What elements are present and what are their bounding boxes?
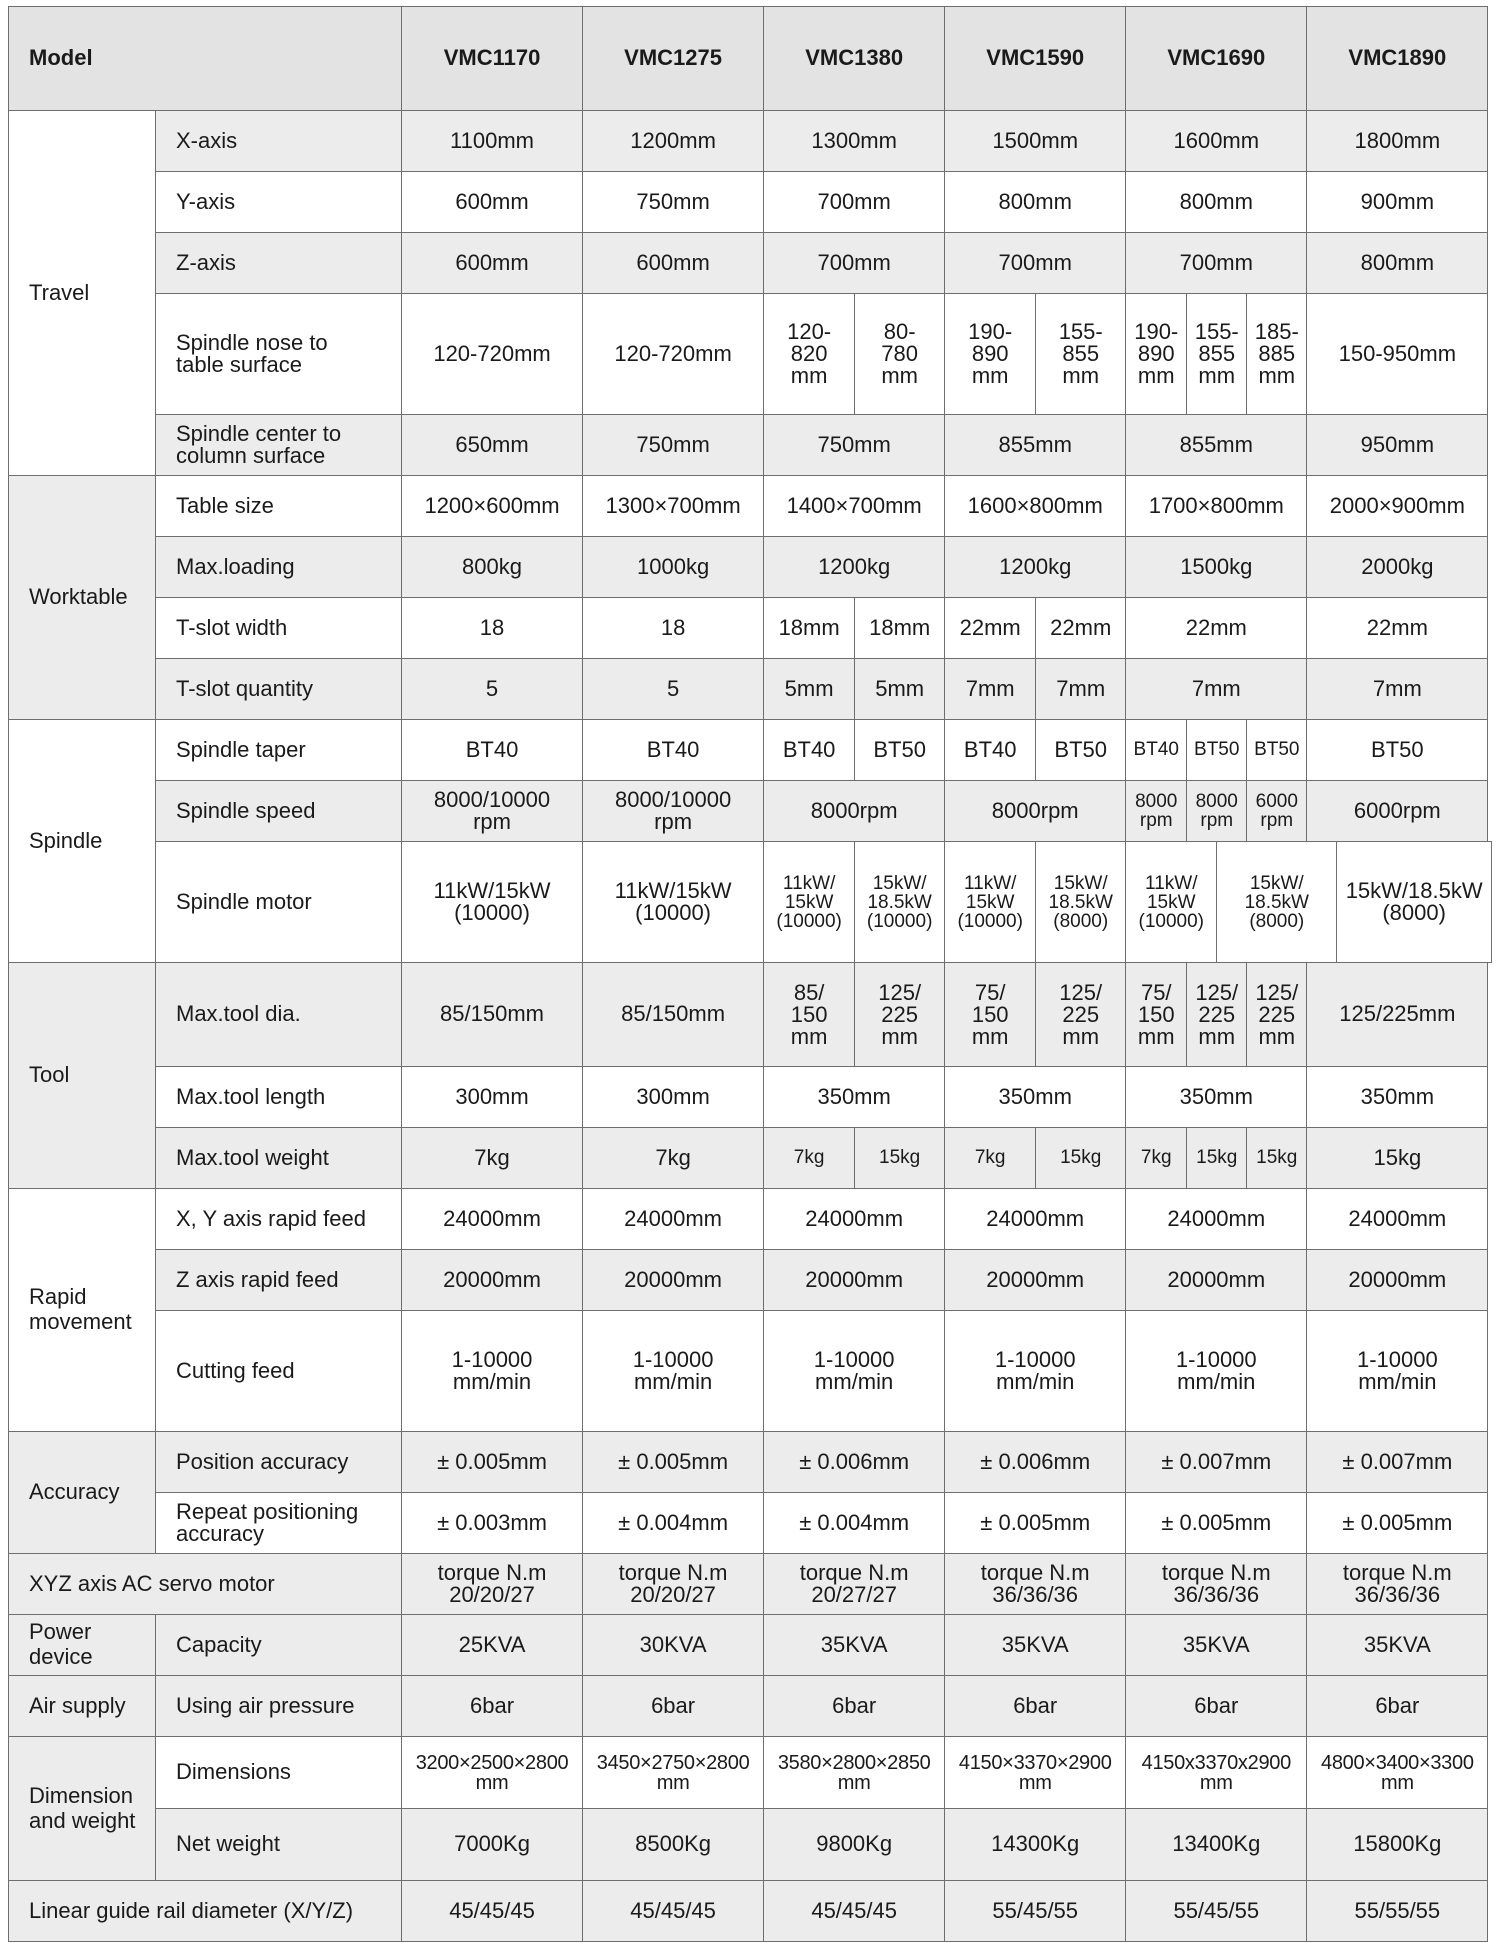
cell-vmc1275-spindle-taper: BT40 bbox=[583, 720, 764, 781]
cell-vmc1690-t-slot-width: 22mm bbox=[1126, 598, 1307, 659]
cell-vmc1890-max-tool-weight: 15kg bbox=[1307, 1128, 1488, 1189]
cell-vmc1690-position-accuracy: ± 0.007mm bbox=[1126, 1432, 1307, 1493]
cell-vmc1690-max-tool-dia-2: 125/ 225 mm bbox=[1187, 963, 1247, 1067]
row-label-spindle-center-to-column-surface: Spindle center to column surface bbox=[156, 415, 402, 476]
spec-row bbox=[9, 1067, 1492, 1128]
cell-vmc1890-spindle-taper: BT50 bbox=[1307, 720, 1488, 781]
spec-row bbox=[9, 1737, 1492, 1809]
cell-vmc1590-repeat-positioning-accuracy: ± 0.005mm bbox=[945, 1493, 1126, 1554]
row-label-x-axis: X-axis bbox=[156, 111, 402, 172]
cell-vmc1590-z-axis: 700mm bbox=[945, 233, 1126, 294]
row-label-linear-guide-rail-diameter-x-y-z: Linear guide rail diameter (X/Y/Z) bbox=[9, 1881, 402, 1942]
cell-vmc1590-spindle-nose-to-table-surface-2: 155- 855 mm bbox=[1036, 294, 1126, 415]
cell-vmc1590-t-slot-width-2: 22mm bbox=[1036, 598, 1126, 659]
cell-vmc1170-table-size: 1200×600mm bbox=[402, 476, 583, 537]
vmc-spec-table bbox=[8, 6, 1492, 1942]
group-label-power-device: Power device bbox=[9, 1615, 156, 1676]
cell-vmc1275-t-slot-quantity: 5 bbox=[583, 659, 764, 720]
spec-row bbox=[9, 842, 1492, 963]
cell-vmc1380-dimensions: 3580×2800×2850 mm bbox=[764, 1737, 945, 1809]
cell-vmc1890-table-size: 2000×900mm bbox=[1307, 476, 1488, 537]
row-label-y-axis: Y-axis bbox=[156, 172, 402, 233]
row-label-x-y-axis-rapid-feed: X, Y axis rapid feed bbox=[156, 1189, 402, 1250]
cell-vmc1380-max-tool-dia-2: 125/ 225 mm bbox=[855, 963, 945, 1067]
cell-vmc1890-xyz-axis-ac-servo-motor: torque N.m 36/36/36 bbox=[1307, 1554, 1488, 1615]
cell-vmc1690-max-tool-dia-3: 125/ 225 mm bbox=[1247, 963, 1307, 1067]
group-label-accuracy: Accuracy bbox=[9, 1432, 156, 1554]
cell-vmc1890-max-tool-length: 350mm bbox=[1307, 1067, 1488, 1128]
cell-vmc1275-spindle-speed: 8000/10000 rpm bbox=[583, 781, 764, 842]
cell-vmc1590-z-axis-rapid-feed: 20000mm bbox=[945, 1250, 1126, 1311]
spec-row bbox=[9, 598, 1492, 659]
cell-vmc1380-net-weight: 9800Kg bbox=[764, 1809, 945, 1881]
row-label-spindle-taper: Spindle taper bbox=[156, 720, 402, 781]
cell-vmc1590-spindle-taper-2: BT50 bbox=[1036, 720, 1126, 781]
cell-vmc1590-max-tool-weight-2: 15kg bbox=[1036, 1128, 1126, 1189]
cell-vmc1690-spindle-nose-to-table-surface-2: 155- 855 mm bbox=[1187, 294, 1247, 415]
cell-vmc1590-spindle-speed: 8000rpm bbox=[945, 781, 1126, 842]
cell-vmc1690-z-axis: 700mm bbox=[1126, 233, 1307, 294]
cell-vmc1170-linear-guide-rail-diameter-x-y-z: 45/45/45 bbox=[402, 1881, 583, 1942]
cell-vmc1275-z-axis-rapid-feed: 20000mm bbox=[583, 1250, 764, 1311]
cell-vmc1380-z-axis-rapid-feed: 20000mm bbox=[764, 1250, 945, 1311]
cell-vmc1890-z-axis: 800mm bbox=[1307, 233, 1488, 294]
cell-vmc1170-cutting-feed: 1-10000 mm/min bbox=[402, 1311, 583, 1432]
row-label-t-slot-width: T-slot width bbox=[156, 598, 402, 659]
cell-vmc1170-max-tool-weight: 7kg bbox=[402, 1128, 583, 1189]
cell-vmc1890-z-axis-rapid-feed: 20000mm bbox=[1307, 1250, 1488, 1311]
cell-vmc1690-t-slot-quantity: 7mm bbox=[1126, 659, 1307, 720]
cell-vmc1690-z-axis-rapid-feed: 20000mm bbox=[1126, 1250, 1307, 1311]
cell-vmc1590-xyz-axis-ac-servo-motor: torque N.m 36/36/36 bbox=[945, 1554, 1126, 1615]
cell-vmc1380-linear-guide-rail-diameter-x-y-z: 45/45/45 bbox=[764, 1881, 945, 1942]
cell-vmc1690-net-weight: 13400Kg bbox=[1126, 1809, 1307, 1881]
row-label-z-axis: Z-axis bbox=[156, 233, 402, 294]
cell-vmc1590-y-axis: 800mm bbox=[945, 172, 1126, 233]
cell-vmc1690-max-loading: 1500kg bbox=[1126, 537, 1307, 598]
cell-vmc1890-position-accuracy: ± 0.007mm bbox=[1307, 1432, 1488, 1493]
spec-row bbox=[9, 720, 1492, 781]
row-label-t-slot-quantity: T-slot quantity bbox=[156, 659, 402, 720]
cell-vmc1590-t-slot-quantity-1: 7mm bbox=[945, 659, 1036, 720]
row-label-max-tool-length: Max.tool length bbox=[156, 1067, 402, 1128]
cell-vmc1275-position-accuracy: ± 0.005mm bbox=[583, 1432, 764, 1493]
cell-vmc1170-t-slot-width: 18 bbox=[402, 598, 583, 659]
model-header-vmc1380: VMC1380 bbox=[764, 7, 945, 111]
cell-vmc1275-spindle-nose-to-table-surface: 120-720mm bbox=[583, 294, 764, 415]
cell-vmc1590-spindle-motor-2: 15kW/ 18.5kW (8000) bbox=[1036, 842, 1126, 963]
cell-vmc1690-spindle-taper-2: BT50 bbox=[1187, 720, 1247, 781]
cell-vmc1170-spindle-center-to-column-surface: 650mm bbox=[402, 415, 583, 476]
cell-vmc1690-max-tool-length: 350mm bbox=[1126, 1067, 1307, 1128]
group-label-spindle: Spindle bbox=[9, 720, 156, 963]
row-label-xyz-axis-ac-servo-motor: XYZ axis AC servo motor bbox=[9, 1554, 402, 1615]
cell-vmc1590-max-tool-dia-2: 125/ 225 mm bbox=[1036, 963, 1126, 1067]
cell-vmc1890-max-tool-dia: 125/225mm bbox=[1307, 963, 1488, 1067]
cell-vmc1170-repeat-positioning-accuracy: ± 0.003mm bbox=[402, 1493, 583, 1554]
cell-vmc1275-spindle-motor: 11kW/15kW (10000) bbox=[583, 842, 764, 963]
cell-vmc1590-t-slot-quantity-2: 7mm bbox=[1036, 659, 1126, 720]
cell-vmc1690-dimensions: 4150x3370x2900 mm bbox=[1126, 1737, 1307, 1809]
cell-vmc1690-max-tool-weight-1: 7kg bbox=[1126, 1128, 1187, 1189]
cell-vmc1590-spindle-motor-1: 11kW/ 15kW (10000) bbox=[945, 842, 1036, 963]
cell-vmc1170-y-axis: 600mm bbox=[402, 172, 583, 233]
cell-vmc1890-x-y-axis-rapid-feed: 24000mm bbox=[1307, 1189, 1488, 1250]
spec-row bbox=[9, 111, 1492, 172]
row-label-table-size: Table size bbox=[156, 476, 402, 537]
cell-vmc1380-xyz-axis-ac-servo-motor: torque N.m 20/27/27 bbox=[764, 1554, 945, 1615]
cell-vmc1380-max-tool-weight-1: 7kg bbox=[764, 1128, 855, 1189]
cell-vmc1690-spindle-speed-1: 8000 rpm bbox=[1126, 781, 1187, 842]
spec-row bbox=[9, 1311, 1492, 1432]
cell-vmc1890-repeat-positioning-accuracy: ± 0.005mm bbox=[1307, 1493, 1488, 1554]
row-label-cutting-feed: Cutting feed bbox=[156, 1311, 402, 1432]
cell-vmc1275-x-axis: 1200mm bbox=[583, 111, 764, 172]
row-label-spindle-nose-to-table-surface: Spindle nose to table surface bbox=[156, 294, 402, 415]
spec-row bbox=[9, 1554, 1492, 1615]
row-label-net-weight: Net weight bbox=[156, 1809, 402, 1881]
cell-vmc1890-dimensions: 4800×3400×3300 mm bbox=[1307, 1737, 1488, 1809]
header-row bbox=[9, 7, 1492, 111]
cell-vmc1380-table-size: 1400×700mm bbox=[764, 476, 945, 537]
cell-vmc1170-capacity: 25KVA bbox=[402, 1615, 583, 1676]
cell-vmc1890-net-weight: 15800Kg bbox=[1307, 1809, 1488, 1881]
spec-row bbox=[9, 1432, 1492, 1493]
cell-vmc1275-max-tool-length: 300mm bbox=[583, 1067, 764, 1128]
cell-vmc1690-using-air-pressure: 6bar bbox=[1126, 1676, 1307, 1737]
cell-vmc1590-spindle-nose-to-table-surface-1: 190- 890 mm bbox=[945, 294, 1036, 415]
cell-vmc1380-spindle-motor-2: 15kW/ 18.5kW (10000) bbox=[855, 842, 945, 963]
cell-vmc1275-capacity: 30KVA bbox=[583, 1615, 764, 1676]
cell-vmc1890-y-axis: 900mm bbox=[1307, 172, 1488, 233]
group-label-worktable: Worktable bbox=[9, 476, 156, 720]
cell-vmc1380-max-tool-length: 350mm bbox=[764, 1067, 945, 1128]
cell-vmc1590-max-loading: 1200kg bbox=[945, 537, 1126, 598]
cell-vmc1690-spindle-motor-1: 11kW/ 15kW (10000) bbox=[1126, 842, 1217, 963]
cell-vmc1890-x-axis: 1800mm bbox=[1307, 111, 1488, 172]
cell-vmc1275-max-tool-weight: 7kg bbox=[583, 1128, 764, 1189]
cell-vmc1170-net-weight: 7000Kg bbox=[402, 1809, 583, 1881]
cell-vmc1170-spindle-motor: 11kW/15kW (10000) bbox=[402, 842, 583, 963]
cell-vmc1890-max-loading: 2000kg bbox=[1307, 537, 1488, 598]
model-header-vmc1590: VMC1590 bbox=[945, 7, 1126, 111]
cell-vmc1890-cutting-feed: 1-10000 mm/min bbox=[1307, 1311, 1488, 1432]
cell-vmc1590-spindle-center-to-column-surface: 855mm bbox=[945, 415, 1126, 476]
model-header-vmc1170: VMC1170 bbox=[402, 7, 583, 111]
cell-vmc1690-capacity: 35KVA bbox=[1126, 1615, 1307, 1676]
row-label-max-tool-weight: Max.tool weight bbox=[156, 1128, 402, 1189]
cell-vmc1890-spindle-nose-to-table-surface: 150-950mm bbox=[1307, 294, 1488, 415]
cell-vmc1170-position-accuracy: ± 0.005mm bbox=[402, 1432, 583, 1493]
cell-vmc1380-repeat-positioning-accuracy: ± 0.004mm bbox=[764, 1493, 945, 1554]
cell-vmc1275-t-slot-width: 18 bbox=[583, 598, 764, 659]
cell-vmc1380-t-slot-quantity-1: 5mm bbox=[764, 659, 855, 720]
cell-vmc1170-z-axis: 600mm bbox=[402, 233, 583, 294]
cell-vmc1890-using-air-pressure: 6bar bbox=[1307, 1676, 1488, 1737]
row-label-spindle-speed: Spindle speed bbox=[156, 781, 402, 842]
cell-vmc1380-capacity: 35KVA bbox=[764, 1615, 945, 1676]
spec-row bbox=[9, 1881, 1492, 1942]
cell-vmc1590-net-weight: 14300Kg bbox=[945, 1809, 1126, 1881]
cell-vmc1690-cutting-feed: 1-10000 mm/min bbox=[1126, 1311, 1307, 1432]
cell-vmc1170-spindle-nose-to-table-surface: 120-720mm bbox=[402, 294, 583, 415]
cell-vmc1380-max-tool-weight-2: 15kg bbox=[855, 1128, 945, 1189]
model-header-vmc1690: VMC1690 bbox=[1126, 7, 1307, 111]
cell-vmc1170-max-loading: 800kg bbox=[402, 537, 583, 598]
group-label-travel: Travel bbox=[9, 111, 156, 476]
spec-row bbox=[9, 781, 1492, 842]
cell-vmc1590-x-axis: 1500mm bbox=[945, 111, 1126, 172]
model-header: Model bbox=[9, 7, 402, 111]
cell-vmc1690-spindle-center-to-column-surface: 855mm bbox=[1126, 415, 1307, 476]
cell-vmc1590-t-slot-width-1: 22mm bbox=[945, 598, 1036, 659]
cell-vmc1690-xyz-axis-ac-servo-motor: torque N.m 36/36/36 bbox=[1126, 1554, 1307, 1615]
cell-vmc1590-capacity: 35KVA bbox=[945, 1615, 1126, 1676]
spec-row bbox=[9, 1493, 1492, 1554]
cell-vmc1170-xyz-axis-ac-servo-motor: torque N.m 20/20/27 bbox=[402, 1554, 583, 1615]
cell-vmc1690-repeat-positioning-accuracy: ± 0.005mm bbox=[1126, 1493, 1307, 1554]
cell-vmc1690-table-size: 1700×800mm bbox=[1126, 476, 1307, 537]
cell-vmc1275-table-size: 1300×700mm bbox=[583, 476, 764, 537]
cell-vmc1380-spindle-nose-to-table-surface-2: 80- 780 mm bbox=[855, 294, 945, 415]
spec-row bbox=[9, 963, 1492, 1067]
row-label-dimensions: Dimensions bbox=[156, 1737, 402, 1809]
spec-row bbox=[9, 1250, 1492, 1311]
cell-vmc1170-x-axis: 1100mm bbox=[402, 111, 583, 172]
model-header-vmc1890: VMC1890 bbox=[1307, 7, 1488, 111]
cell-vmc1170-spindle-taper: BT40 bbox=[402, 720, 583, 781]
cell-vmc1590-dimensions: 4150×3370×2900 mm bbox=[945, 1737, 1126, 1809]
cell-vmc1380-cutting-feed: 1-10000 mm/min bbox=[764, 1311, 945, 1432]
cell-vmc1380-y-axis: 700mm bbox=[764, 172, 945, 233]
row-label-using-air-pressure: Using air pressure bbox=[156, 1676, 402, 1737]
group-label-rapid-movement: Rapid movement bbox=[9, 1189, 156, 1432]
cell-vmc1275-using-air-pressure: 6bar bbox=[583, 1676, 764, 1737]
cell-vmc1380-spindle-nose-to-table-surface-1: 120- 820 mm bbox=[764, 294, 855, 415]
spec-row bbox=[9, 172, 1492, 233]
cell-vmc1170-dimensions: 3200×2500×2800 mm bbox=[402, 1737, 583, 1809]
cell-vmc1275-repeat-positioning-accuracy: ± 0.004mm bbox=[583, 1493, 764, 1554]
cell-vmc1170-x-y-axis-rapid-feed: 24000mm bbox=[402, 1189, 583, 1250]
cell-vmc1380-max-tool-dia-1: 85/ 150 mm bbox=[764, 963, 855, 1067]
row-label-spindle-motor: Spindle motor bbox=[156, 842, 402, 963]
cell-vmc1690-x-axis: 1600mm bbox=[1126, 111, 1307, 172]
spec-row bbox=[9, 294, 1492, 415]
cell-vmc1380-z-axis: 700mm bbox=[764, 233, 945, 294]
spec-row bbox=[9, 415, 1492, 476]
group-label-air-supply: Air supply bbox=[9, 1676, 156, 1737]
spec-row bbox=[9, 1676, 1492, 1737]
cell-vmc1380-x-y-axis-rapid-feed: 24000mm bbox=[764, 1189, 945, 1250]
spec-row bbox=[9, 1128, 1492, 1189]
cell-vmc1890-t-slot-width: 22mm bbox=[1307, 598, 1488, 659]
cell-vmc1380-spindle-motor-1: 11kW/ 15kW (10000) bbox=[764, 842, 855, 963]
cell-vmc1590-table-size: 1600×800mm bbox=[945, 476, 1126, 537]
cell-vmc1380-t-slot-width-1: 18mm bbox=[764, 598, 855, 659]
cell-vmc1380-using-air-pressure: 6bar bbox=[764, 1676, 945, 1737]
cell-vmc1275-linear-guide-rail-diameter-x-y-z: 45/45/45 bbox=[583, 1881, 764, 1942]
cell-vmc1590-cutting-feed: 1-10000 mm/min bbox=[945, 1311, 1126, 1432]
cell-vmc1590-max-tool-weight-1: 7kg bbox=[945, 1128, 1036, 1189]
spec-row bbox=[9, 537, 1492, 598]
cell-vmc1690-spindle-taper-1: BT40 bbox=[1126, 720, 1187, 781]
cell-vmc1170-spindle-speed: 8000/10000 rpm bbox=[402, 781, 583, 842]
cell-vmc1590-x-y-axis-rapid-feed: 24000mm bbox=[945, 1189, 1126, 1250]
row-label-position-accuracy: Position accuracy bbox=[156, 1432, 402, 1493]
spec-row bbox=[9, 233, 1492, 294]
cell-vmc1590-max-tool-dia-1: 75/ 150 mm bbox=[945, 963, 1036, 1067]
cell-vmc1275-net-weight: 8500Kg bbox=[583, 1809, 764, 1881]
cell-vmc1275-z-axis: 600mm bbox=[583, 233, 764, 294]
spec-row bbox=[9, 1615, 1492, 1676]
cell-vmc1380-spindle-taper-1: BT40 bbox=[764, 720, 855, 781]
model-header-vmc1275: VMC1275 bbox=[583, 7, 764, 111]
cell-vmc1690-spindle-nose-to-table-surface-1: 190- 890 mm bbox=[1126, 294, 1187, 415]
spec-table-body bbox=[9, 7, 1492, 1942]
cell-vmc1170-z-axis-rapid-feed: 20000mm bbox=[402, 1250, 583, 1311]
cell-vmc1690-x-y-axis-rapid-feed: 24000mm bbox=[1126, 1189, 1307, 1250]
spec-row bbox=[9, 476, 1492, 537]
cell-vmc1380-t-slot-quantity-2: 5mm bbox=[855, 659, 945, 720]
spec-row bbox=[9, 1189, 1492, 1250]
spec-table-container bbox=[8, 6, 1492, 1942]
cell-vmc1170-max-tool-length: 300mm bbox=[402, 1067, 583, 1128]
cell-vmc1690-spindle-speed-3: 6000 rpm bbox=[1247, 781, 1307, 842]
spec-row bbox=[9, 1809, 1492, 1881]
row-label-max-tool-dia: Max.tool dia. bbox=[156, 963, 402, 1067]
cell-vmc1275-max-tool-dia: 85/150mm bbox=[583, 963, 764, 1067]
group-label-dimension-and-weight: Dimension and weight bbox=[9, 1737, 156, 1881]
row-label-max-loading: Max.loading bbox=[156, 537, 402, 598]
cell-vmc1690-max-tool-weight-3: 15kg bbox=[1247, 1128, 1307, 1189]
cell-vmc1890-spindle-center-to-column-surface: 950mm bbox=[1307, 415, 1488, 476]
cell-vmc1170-max-tool-dia: 85/150mm bbox=[402, 963, 583, 1067]
cell-vmc1380-position-accuracy: ± 0.006mm bbox=[764, 1432, 945, 1493]
cell-vmc1275-x-y-axis-rapid-feed: 24000mm bbox=[583, 1189, 764, 1250]
cell-vmc1380-t-slot-width-2: 18mm bbox=[855, 598, 945, 659]
cell-vmc1380-x-axis: 1300mm bbox=[764, 111, 945, 172]
cell-vmc1690-linear-guide-rail-diameter-x-y-z: 55/45/55 bbox=[1126, 1881, 1307, 1942]
cell-vmc1590-position-accuracy: ± 0.006mm bbox=[945, 1432, 1126, 1493]
cell-vmc1590-max-tool-length: 350mm bbox=[945, 1067, 1126, 1128]
cell-vmc1275-cutting-feed: 1-10000 mm/min bbox=[583, 1311, 764, 1432]
cell-vmc1690-spindle-nose-to-table-surface-3: 185- 885 mm bbox=[1247, 294, 1307, 415]
cell-vmc1890-spindle-speed: 6000rpm bbox=[1307, 781, 1488, 842]
cell-vmc1890-spindle-motor: 15kW/18.5kW (8000) bbox=[1337, 842, 1492, 963]
cell-vmc1380-spindle-speed: 8000rpm bbox=[764, 781, 945, 842]
cell-vmc1590-spindle-taper-1: BT40 bbox=[945, 720, 1036, 781]
group-label-tool: Tool bbox=[9, 963, 156, 1189]
cell-vmc1275-y-axis: 750mm bbox=[583, 172, 764, 233]
cell-vmc1275-max-loading: 1000kg bbox=[583, 537, 764, 598]
cell-vmc1690-max-tool-weight-2: 15kg bbox=[1187, 1128, 1247, 1189]
row-label-repeat-positioning-accuracy: Repeat positioning accuracy bbox=[156, 1493, 402, 1554]
cell-vmc1275-xyz-axis-ac-servo-motor: torque N.m 20/20/27 bbox=[583, 1554, 764, 1615]
cell-vmc1890-t-slot-quantity: 7mm bbox=[1307, 659, 1488, 720]
cell-vmc1170-using-air-pressure: 6bar bbox=[402, 1676, 583, 1737]
cell-vmc1690-max-tool-dia-1: 75/ 150 mm bbox=[1126, 963, 1187, 1067]
cell-vmc1380-spindle-taper-2: BT50 bbox=[855, 720, 945, 781]
cell-vmc1275-spindle-center-to-column-surface: 750mm bbox=[583, 415, 764, 476]
cell-vmc1590-using-air-pressure: 6bar bbox=[945, 1676, 1126, 1737]
cell-vmc1890-capacity: 35KVA bbox=[1307, 1615, 1488, 1676]
row-label-capacity: Capacity bbox=[156, 1615, 402, 1676]
row-label-z-axis-rapid-feed: Z axis rapid feed bbox=[156, 1250, 402, 1311]
cell-vmc1590-linear-guide-rail-diameter-x-y-z: 55/45/55 bbox=[945, 1881, 1126, 1942]
cell-vmc1275-dimensions: 3450×2750×2800 mm bbox=[583, 1737, 764, 1809]
cell-vmc1690-spindle-motor-2: 15kW/ 18.5kW (8000) bbox=[1217, 842, 1337, 963]
cell-vmc1890-linear-guide-rail-diameter-x-y-z: 55/55/55 bbox=[1307, 1881, 1488, 1942]
cell-vmc1380-max-loading: 1200kg bbox=[764, 537, 945, 598]
cell-vmc1690-spindle-taper-3: BT50 bbox=[1247, 720, 1307, 781]
cell-vmc1690-spindle-speed-2: 8000 rpm bbox=[1187, 781, 1247, 842]
cell-vmc1690-y-axis: 800mm bbox=[1126, 172, 1307, 233]
spec-row bbox=[9, 659, 1492, 720]
cell-vmc1170-t-slot-quantity: 5 bbox=[402, 659, 583, 720]
cell-vmc1380-spindle-center-to-column-surface: 750mm bbox=[764, 415, 945, 476]
